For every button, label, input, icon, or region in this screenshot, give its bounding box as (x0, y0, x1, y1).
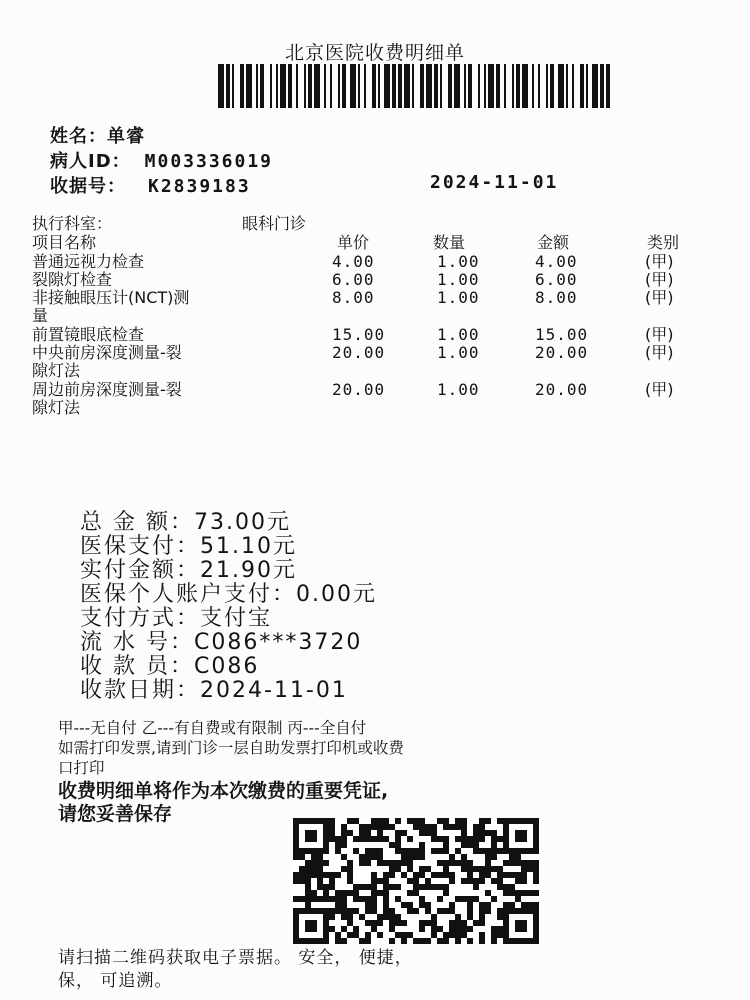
col-header-amount: 金额 (537, 233, 570, 252)
barcode-image (218, 64, 610, 108)
item-price: 20.00 (332, 380, 386, 399)
item-amount: 20.00 (535, 343, 589, 362)
item-name-cont: 隙灯法 (32, 361, 81, 380)
item-qty: 1.00 (437, 325, 480, 344)
col-header-qty: 数量 (433, 233, 466, 252)
item-category: (甲) (645, 325, 674, 344)
item-qty: 1.00 (437, 252, 480, 271)
payment-date: 收款日期：2024-11-01 (80, 678, 348, 703)
item-name-cont: 量 (32, 306, 49, 325)
payment-method: 支付方式：支付宝 (80, 606, 273, 631)
item-qty: 1.00 (437, 343, 480, 362)
category-note: 甲---无自付 乙---有自费或有限制 丙---全自付 (58, 719, 367, 737)
item-price: 4.00 (332, 252, 375, 271)
item-category: (甲) (645, 380, 674, 399)
item-name: 中央前房深度测量-裂 (32, 343, 182, 362)
receipt-date: 2024-11-01 (430, 172, 559, 193)
item-price: 6.00 (332, 270, 375, 289)
qr-hint: 请扫描二维码获取电子票据。 安全， 便捷， (58, 948, 413, 968)
item-amount: 20.00 (535, 380, 589, 399)
item-name: 周边前房深度测量-裂 (32, 380, 182, 399)
col-header-name: 项目名称 (32, 233, 97, 252)
col-header-category: 类别 (647, 233, 680, 252)
patient-id-row (50, 147, 273, 173)
col-header-price: 单价 (337, 233, 370, 252)
receipt-no-row (50, 172, 251, 198)
serial-number: 流 水 号：C086***3720 (80, 630, 363, 655)
important-notice-cont: 请您妥善保存 (58, 803, 173, 825)
item-qty: 1.00 (437, 380, 480, 399)
qr-code[interactable] (293, 818, 539, 944)
insurance-paid: 医保支付：51.10元 (80, 534, 297, 559)
name-value: 单睿 (107, 126, 145, 147)
total-amount: 总 金 额：73.00元 (80, 510, 291, 535)
item-qty: 1.00 (437, 288, 480, 307)
item-price: 8.00 (332, 288, 375, 307)
patient-id-value: M003336019 (144, 151, 274, 172)
item-price: 15.00 (332, 325, 386, 344)
item-category: (甲) (645, 288, 674, 307)
item-amount: 8.00 (535, 288, 578, 307)
name-label: 姓名： (50, 126, 107, 147)
dept-value: 眼科门诊 (242, 214, 307, 233)
item-qty: 1.00 (437, 270, 480, 289)
item-amount: 15.00 (535, 325, 589, 344)
cashier: 收 款 员：C086 (80, 654, 260, 679)
item-name: 非接触眼压计(NCT)测 (32, 288, 190, 307)
receipt-title: 北京医院收费明细单 (284, 42, 465, 64)
receipt-no-value: K2839183 (148, 176, 251, 197)
item-price: 20.00 (332, 343, 386, 362)
item-name-cont: 隙灯法 (32, 398, 81, 417)
dept-label: 执行科室： (32, 214, 113, 233)
item-name: 裂隙灯检查 (32, 270, 113, 289)
patient-id-label: 病人ID： (50, 151, 131, 172)
important-notice: 收费明细单将作为本次缴费的重要凭证, (58, 780, 389, 802)
name-row (50, 122, 145, 148)
item-name: 前置镜眼底检查 (32, 325, 145, 344)
invoice-note: 如需打印发票,请到门诊一层自助发票打印机或收费 (58, 739, 404, 757)
item-category: (甲) (645, 270, 674, 289)
personal-account-paid: 医保个人账户支付：0.00元 (80, 582, 378, 607)
item-category: (甲) (645, 343, 674, 362)
qr-hint-cont: 保， 可追溯。 (58, 971, 173, 991)
item-category: (甲) (645, 252, 674, 271)
item-name: 普通远视力检查 (32, 252, 145, 271)
actual-paid: 实付金额：21.90元 (80, 558, 297, 583)
receipt-no-label: 收据号： (50, 176, 126, 197)
invoice-note-cont: 口打印 (58, 759, 105, 777)
item-amount: 4.00 (535, 252, 578, 271)
item-amount: 6.00 (535, 270, 578, 289)
